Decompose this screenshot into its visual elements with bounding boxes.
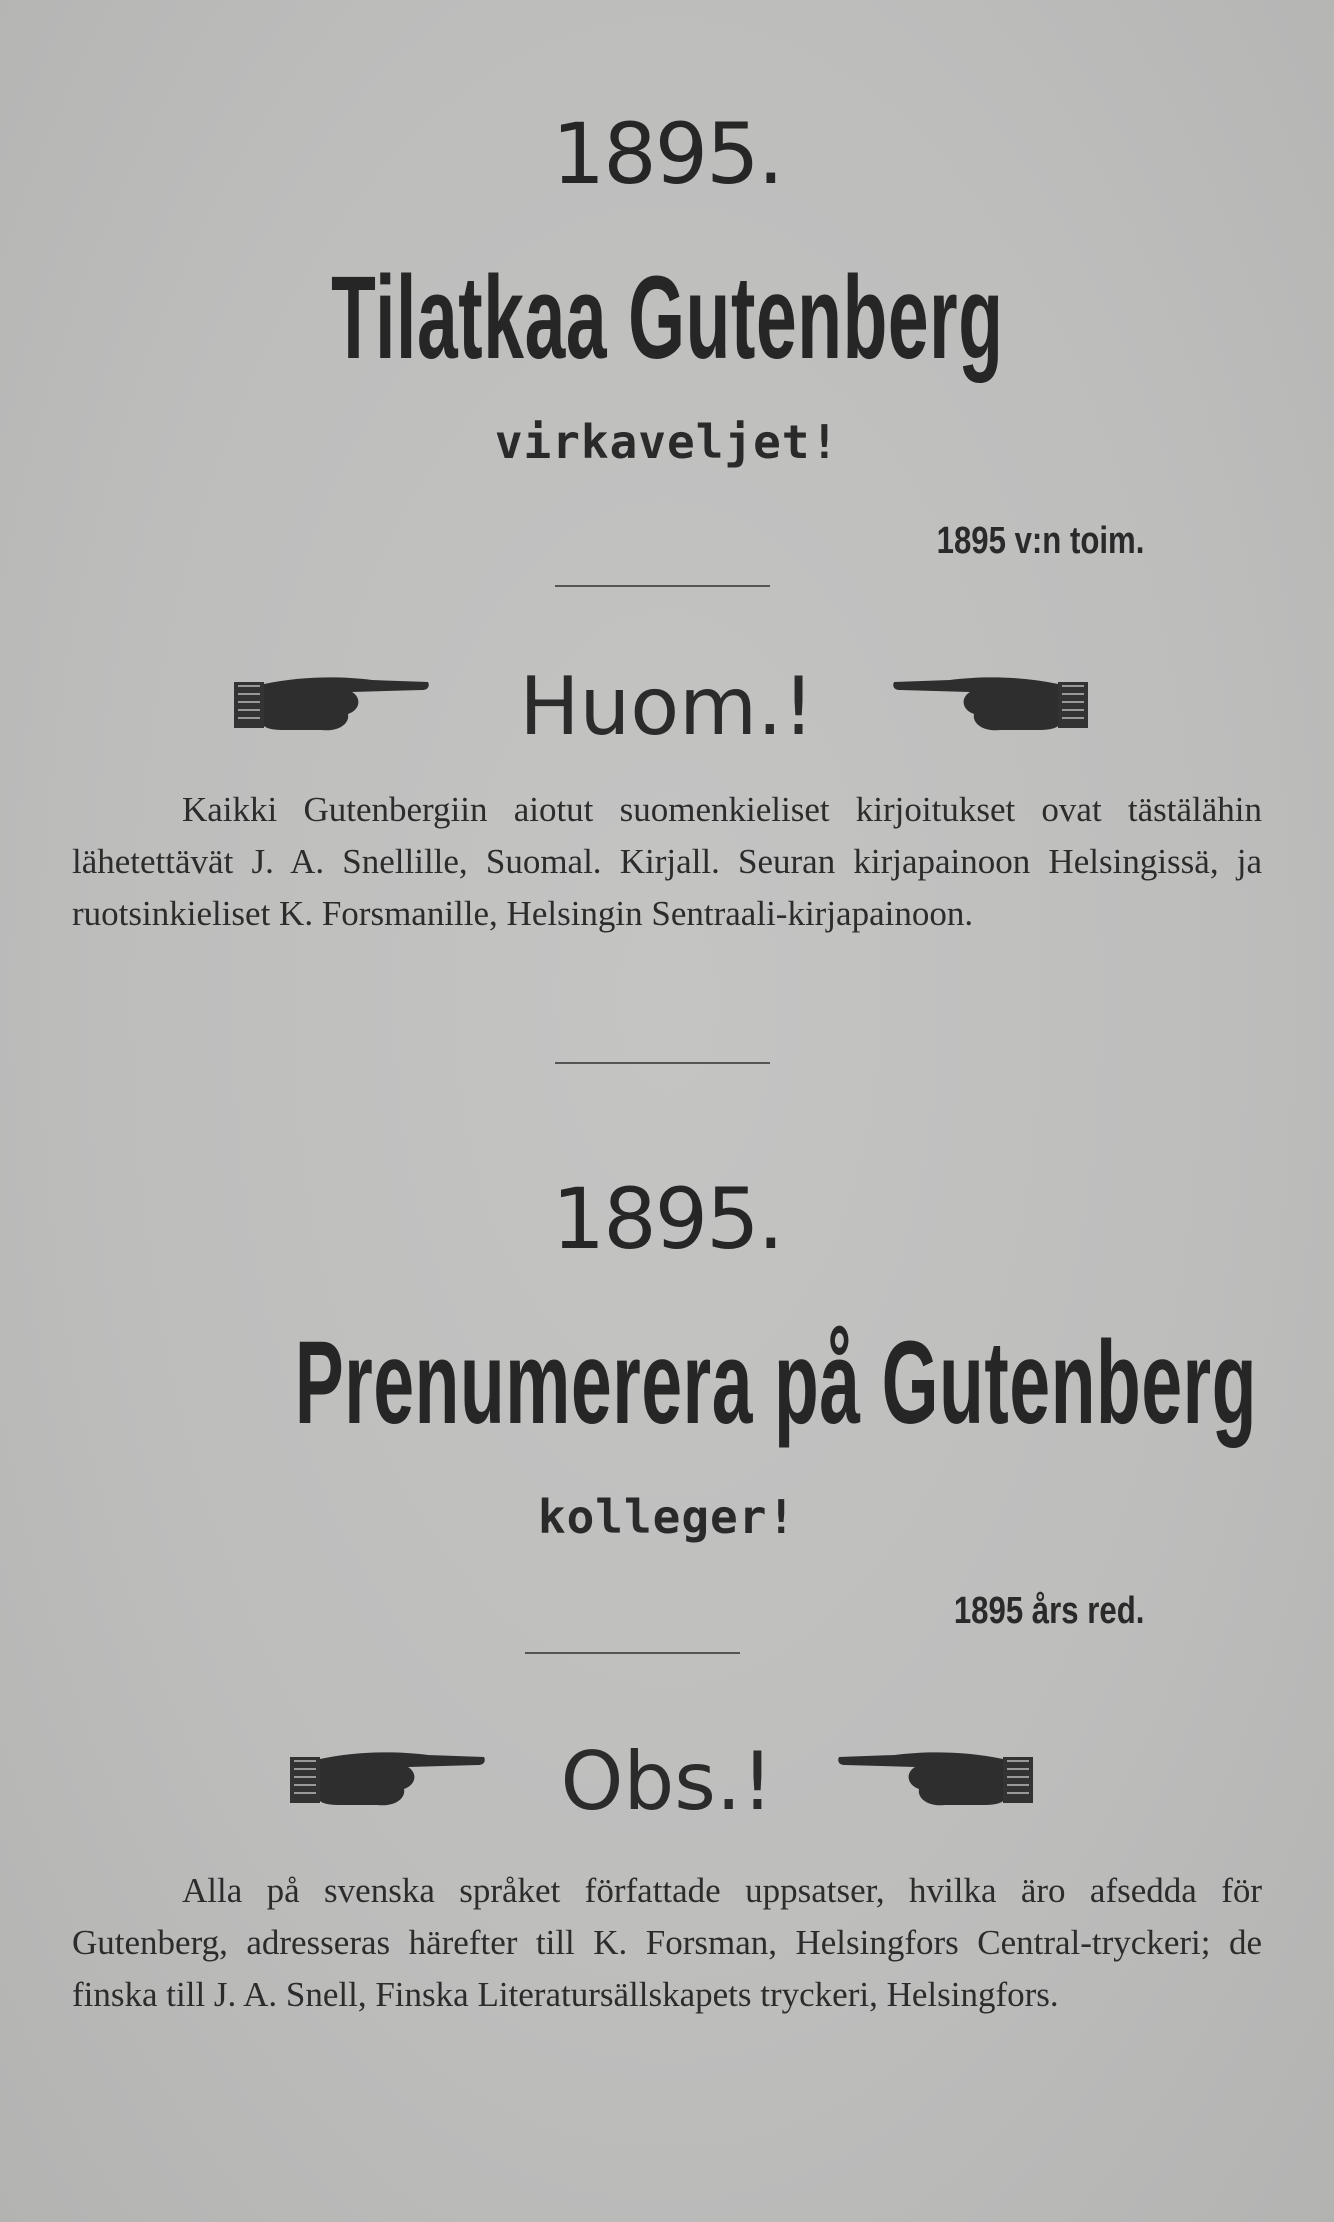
notice-heading-fi: Huom.! (519, 660, 815, 753)
title-fi (0, 250, 1334, 386)
notice-heading-row-sv (0, 1735, 1334, 1835)
signature-fi (891, 520, 1144, 563)
signature-sv (912, 1590, 1144, 1633)
divider (555, 1062, 770, 1064)
notice-heading-sv: Obs.! (560, 1735, 774, 1828)
divider (525, 1652, 740, 1654)
title-sv-text: Prenumerera på Gutenberg (294, 1317, 1258, 1449)
notice-text-sv: Alla på svenska språket författade uppsatser, hvilka äro afsedda för Gutenberg, adresseras härefter till K. Forsman, Helsingfors Central-tryckeri; de finska till J. A. Snell, Finska Literatursällskapets tryckeri, Helsingfors. (72, 1871, 1262, 2014)
signature-fi-text: 1895 v:n toim. (936, 520, 1144, 562)
subtitle-fi: virkaveljet! (494, 415, 840, 469)
signature-sv-text: 1895 års red. (953, 1590, 1144, 1632)
year-heading-fi: 1895. (551, 105, 783, 203)
title-sv (0, 1315, 1334, 1451)
title-fi-text: Tilatkaa Gutenberg (330, 252, 1004, 384)
divider (555, 585, 770, 587)
subtitle-sv: kolleger! (537, 1490, 797, 1544)
notice-heading-row-fi (0, 660, 1334, 760)
notice-text-fi: Kaikki Gutenbergiin aiotut suomenkieliset kirjoitukset ovat tästälähin lähetettävät J. A. Snellille, Suomal. Kirjall. Seuran kirjapainoon Helsingissä, ja ruotsinkieliset K. Forsmanille, Helsingin Sentraali-kirjapainoon. (72, 790, 1262, 933)
year-heading-sv: 1895. (551, 1170, 783, 1268)
pointing-hand-left-icon (835, 1745, 1035, 1815)
pointing-hand-left-icon (890, 670, 1090, 740)
